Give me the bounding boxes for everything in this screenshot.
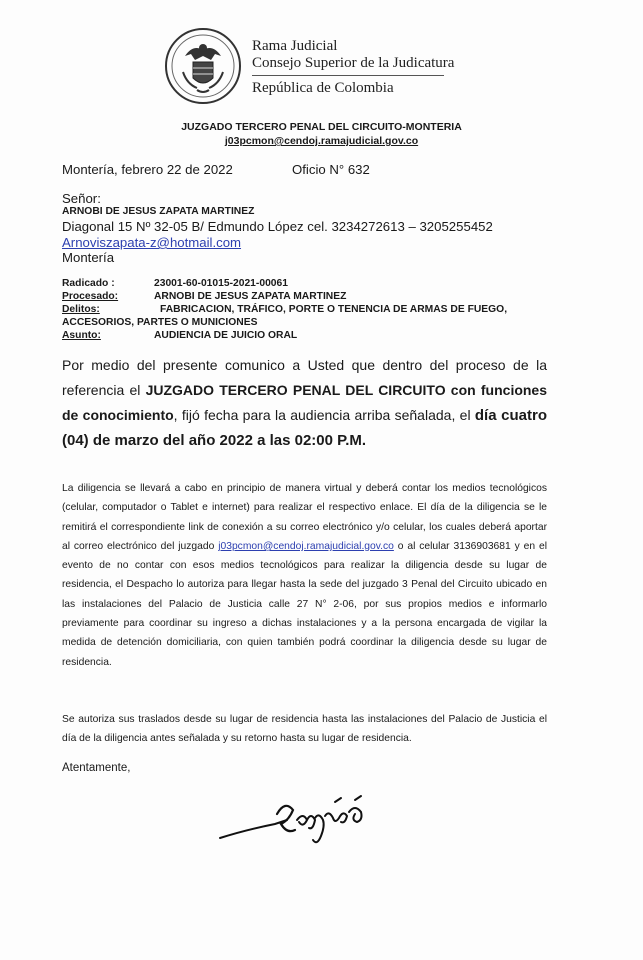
- handwritten-signature: [215, 790, 390, 870]
- recipient-address: Diagonal 15 Nº 32-05 B/ Edmundo López cel. 3234272613 – 3205255452: [62, 219, 493, 234]
- notice-text-c: , fijó fecha para la audiencia arriba señalada, el: [173, 407, 475, 423]
- body-email-link[interactable]: j03pcmon@cendoj.ramajudicial.gov.co: [218, 540, 394, 552]
- colombia-seal-icon: [163, 26, 243, 106]
- notice-text-a: Por medio del presente comunico a Usted que dentro del proceso de la referencia el: [62, 357, 547, 398]
- closing: Atentamente,: [62, 762, 131, 774]
- body-paragraph-2: Se autoriza sus traslados desde su lugar de residencia hasta las instalaciones del Palacio de Justicia el día de la diligencia antes señalada y su retorno hasta su lugar de residencia.: [62, 714, 547, 745]
- body-text-a: La diligencia se llevará a cabo en principio de manera virtual y deberá contar los medios tecnológicos (celular, computador o Tablet e internet) para realizar el respectivo enlace. El día de la diligencia se le remitirá el correspondiente link de conexión a su correo electrónico y/o celular, los cuales deberá aportar al correo electrónico del juzgado: [62, 483, 547, 552]
- court-email: j03pcmon@cendoj.ramajudicial.gov.co: [224, 135, 419, 147]
- notice-date-bold: día cuatro (04) de marzo del año 2022 a las 02:00 P.M.: [62, 407, 547, 449]
- institution-line3: República de Colombia: [252, 80, 394, 96]
- body-text-b: o al celular 3136903681 y en el evento de no contar con esos medios tecnológicos para realizar la diligencia desde su lugar de residencia, el Despacho lo autoriza para llegar hasta la sede del juzgado 3 Penal del Circuito ubicado en las instalaciones del Palacio de Justicia calle 27 N° 2-06, por sus propios medios e informarlo previamente para coordinar su ingreso a dichas instalaciones y a la persona encargada de vigilar la medida de detención domiciliaria, con quien también podrá coordinar la diligencia desde su lugar de residencia.: [62, 540, 547, 668]
- asunto-label: Asunto:: [62, 330, 101, 341]
- notice-court-bold: JUZGADO TERCERO PENAL DEL CIRCUITO con funciones de conocimiento: [62, 382, 548, 423]
- place-date: Montería, febrero 22 de 2022: [62, 162, 233, 177]
- recipient-city: Montería: [62, 250, 115, 265]
- procesado-value: ARNOBI DE JESUS ZAPATA MARTINEZ: [154, 291, 347, 302]
- institution-header: [252, 38, 454, 97]
- delitos-value-line2: ACCESORIOS, PARTES O MUNICIONES: [62, 317, 258, 328]
- radicado-label: Radicado :: [62, 278, 115, 289]
- institution-line1: Rama Judicial: [252, 38, 338, 54]
- salutation: Señor:: [62, 191, 101, 206]
- radicado-value: 23001-60-01015-2021-00061: [154, 278, 288, 289]
- asunto-value: AUDIENCIA DE JUICIO ORAL: [154, 330, 298, 341]
- notice-paragraph: [62, 353, 547, 453]
- delitos-label: Delitos:: [62, 304, 100, 315]
- institution-line2: Consejo Superior de la Judicatura: [252, 55, 455, 71]
- oficio-number: Oficio N° 632: [292, 162, 370, 177]
- institution-divider: [252, 75, 444, 76]
- recipient-email-link[interactable]: Arnoviszapata-z@hotmail.com: [62, 235, 242, 250]
- delitos-value-line1: FABRICACION, TRÁFICO, PORTE O TENENCIA DE ARMAS DE FUEGO,: [160, 304, 508, 315]
- court-name: JUZGADO TERCERO PENAL DEL CIRCUITO-MONTERIA: [181, 121, 462, 133]
- body-paragraph-1: [62, 479, 547, 672]
- recipient-name: ARNOBI DE JESUS ZAPATA MARTINEZ: [62, 206, 255, 217]
- procesado-label: Procesado:: [62, 291, 119, 302]
